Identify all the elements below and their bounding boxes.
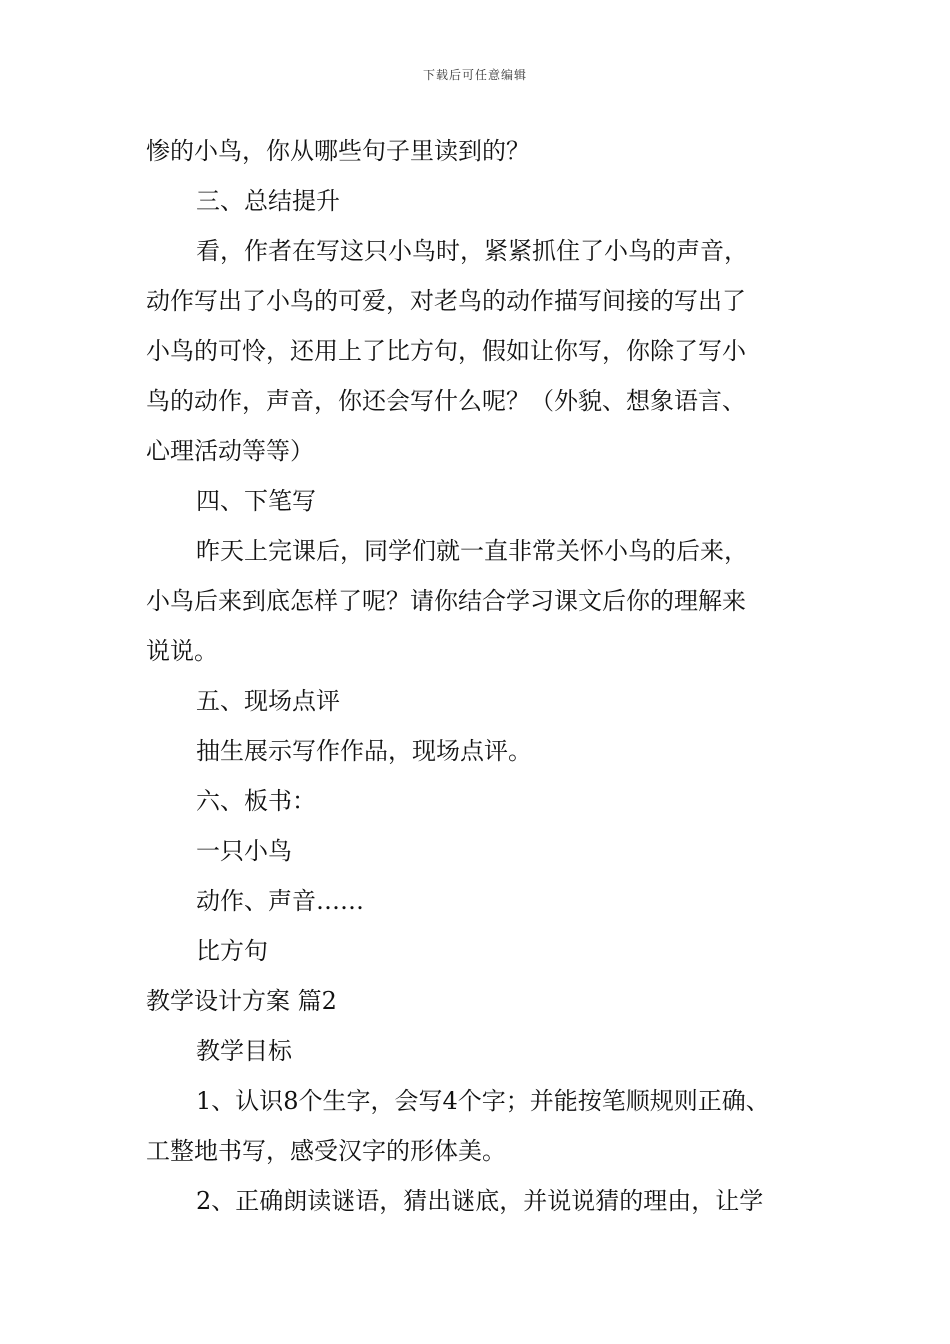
text-line: 1、认识8个生字，会写4个字；并能按笔顺规则正确、 — [196, 1087, 770, 1115]
text-line: 小鸟后来到底怎样了呢？请你结合学习课文后你的理解来 — [146, 587, 746, 615]
text-line: 惨的小鸟，你从哪些句子里读到的？ — [146, 137, 530, 165]
blackboard-item: 一只小鸟 — [196, 837, 292, 865]
document-body — [146, 126, 826, 1226]
section-heading-writing: 四、下笔写 — [196, 487, 316, 515]
text-line: 鸟的动作，声音，你还会写什么呢？（外貌、想象语言、 — [146, 387, 746, 415]
text-line: 昨天上完课后，同学们就一直非常关怀小鸟的后来， — [196, 537, 748, 565]
text-line: 看，作者在写这只小鸟时，紧紧抓住了小鸟的声音， — [196, 237, 748, 265]
text-line: 工整地书写，感受汉字的形体美。 — [146, 1137, 506, 1165]
section-heading-review: 五、现场点评 — [196, 687, 340, 715]
section-heading-blackboard: 六、板书： — [196, 787, 316, 815]
document-section-title: 教学设计方案 篇2 — [146, 987, 337, 1015]
section-heading-summary: 三、总结提升 — [196, 187, 340, 215]
text-line: 2、正确朗读谜语，猜出谜底，并说说猜的理由，让学 — [196, 1187, 764, 1215]
blackboard-item: 动作、声音…… — [196, 887, 364, 915]
section-heading-objectives: 教学目标 — [196, 1037, 292, 1065]
text-line: 动作写出了小鸟的可爱，对老鸟的动作描写间接的写出了 — [146, 287, 746, 315]
blackboard-item: 比方句 — [196, 937, 268, 965]
text-line: 心理活动等等） — [146, 437, 314, 465]
text-line: 小鸟的可怜，还用上了比方句，假如让你写，你除了写小 — [146, 337, 746, 365]
text-line: 说说。 — [146, 637, 218, 665]
page-header: 下载后可任意编辑 — [422, 68, 527, 82]
text-line: 抽生展示写作作品，现场点评。 — [196, 737, 532, 765]
